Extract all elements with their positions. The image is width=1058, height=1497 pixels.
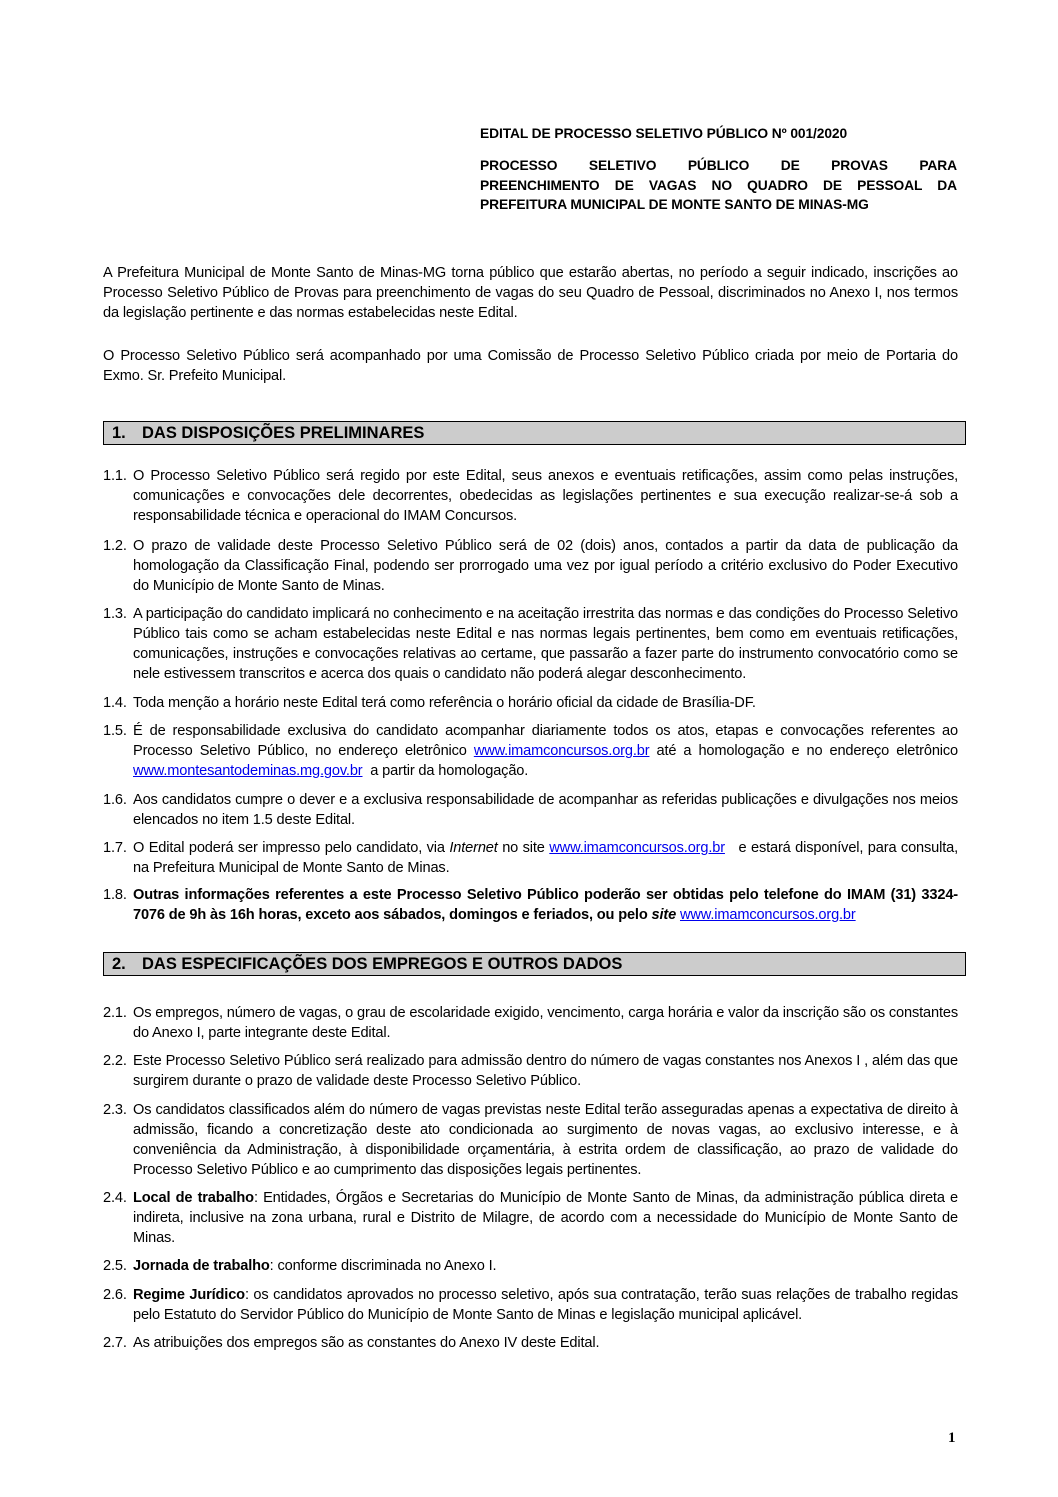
item-text-part: a partir da homologação.	[362, 763, 529, 779]
item-text-part: no site	[497, 840, 550, 856]
intro-paragraph: A Prefeitura Municipal de Monte Santo de Minas-MG torna público que estarão abertas, no período a seguir indicado, inscrições ao Processo Seletivo Público de Provas para preenchimento de vagas do seu Quadro de Pessoal, discriminados no Anexo I, nos termos da legislação pertinente e das normas estabelecidas neste Edital.	[103, 265, 958, 321]
list-item	[103, 721, 958, 781]
item-text: O Processo Seletivo Público será regido por este Edital, seus anexos e eventuais retificações, assim como pelas instruções, comunicações e convocações dele decorrentes, obedecidas as legislações pertinentes e sua execução realizar-se-á sob a responsabilidade técnica e operacional do IMAM Concursos.	[133, 468, 958, 524]
item-text-part: até a homologação e no endereço eletrônico	[649, 743, 958, 759]
item-text: As atribuições dos empregos são as constantes do Anexo IV deste Edital.	[133, 1335, 600, 1351]
item-number: 2.4.	[103, 1190, 127, 1206]
item-text: Este Processo Seletivo Público será realizado para admissão dentro do número de vagas constantes nos Anexos I , além das que surgirem durante o prazo de validade deste Processo Seletivo Público.	[133, 1053, 958, 1089]
item-text-part: O Edital poderá ser impresso pelo candidato, via	[133, 840, 450, 856]
imam-website-link[interactable]: www.imamconcursos.org.br	[679, 907, 856, 923]
item-number: 2.7.	[103, 1335, 127, 1351]
subtitle-line: PROCESSO SELETIVO PÚBLICO DE PROVAS PARA	[480, 158, 957, 173]
item-number: 1.4.	[103, 695, 127, 711]
item-number: 1.5.	[103, 723, 127, 739]
item-text-bold: Outras informações referentes a este Processo Seletivo Público poderão ser obtidas pelo telefone do IMAM (31) 3324-7076 de 9h às 16h horas, exceto aos sábados, domingos e feriados, ou pelo	[133, 887, 958, 923]
item-number: 1.2.	[103, 538, 127, 554]
item-number: 1.7.	[103, 840, 127, 856]
section-heading	[103, 421, 966, 445]
item-text-part: : conforme discriminada no Anexo I.	[269, 1258, 497, 1274]
edital-subtitle	[480, 156, 957, 215]
item-text-bold: Local de trabalho	[133, 1190, 254, 1206]
item-number: 1.8.	[103, 887, 127, 903]
list-item	[103, 466, 958, 526]
subtitle-line: PREENCHIMENTO DE VAGAS NO QUADRO DE PESSOAL DA	[480, 177, 957, 193]
item-number: 1.1.	[103, 468, 127, 484]
list-item	[103, 693, 958, 713]
imam-website-link[interactable]: www.imamconcursos.org.br	[473, 743, 650, 759]
list-item	[103, 1100, 958, 1180]
item-text-bold-italic: site	[651, 907, 677, 923]
list-item	[103, 604, 958, 684]
imam-website-link[interactable]: www.imamconcursos.org.br	[549, 840, 725, 856]
item-text-bold: Jornada de trabalho	[133, 1258, 270, 1274]
item-text-part: : Entidades, Órgãos e Secretarias do Município de Monte Santo de Minas, da administração pública direta e indireta, inclusive na zona urbana, rural e Distrito de Milagre, de acordo com a necessidade do Município de Monte Santo de Minas.	[133, 1190, 958, 1246]
item-number: 2.2.	[103, 1053, 127, 1069]
item-text: Os empregos, número de vagas, o grau de escolaridade exigido, vencimento, carga horária e valor da inscrição são os constantes do Anexo I, parte integrante deste Edital.	[133, 1005, 958, 1041]
item-text	[133, 721, 958, 781]
item-text-part: : os candidatos aprovados no processo seletivo, após sua contratação, terão suas relações de trabalho regidas pelo Estatuto do Servidor Público do Município de Monte Santo de Minas e legislação municipal aplicável.	[133, 1287, 958, 1323]
section-number: 2.	[112, 955, 126, 973]
page-number: 1	[948, 1430, 956, 1446]
list-item	[103, 838, 962, 878]
list-item	[103, 885, 958, 925]
item-text	[133, 1188, 958, 1248]
item-text: Toda menção a horário neste Edital terá como referência o horário oficial da cidade de Brasília-DF.	[133, 695, 756, 711]
list-item	[103, 1003, 958, 1043]
item-text-italic: Internet	[449, 840, 498, 856]
list-item	[103, 790, 958, 830]
item-text-part: É de responsabilidade exclusiva do candidato acompanhar diariamente todos os atos, etapas e convocações referentes ao Processo Seletivo Público, no endereço eletrônico	[133, 723, 958, 759]
list-item	[103, 1285, 958, 1325]
item-text: O prazo de validade deste Processo Seletivo Público será de 02 (dois) anos, contados a partir da data de publicação da homologação da Classificação Final, podendo ser prorrogado uma vez por igual período a critério exclusivo do Poder Executivo do Município de Monte Santo de Minas.	[133, 538, 958, 594]
item-number: 1.6.	[103, 792, 127, 808]
list-item	[103, 1256, 958, 1276]
item-text-bold: Regime Jurídico	[133, 1287, 245, 1303]
intro-paragraph: O Processo Seletivo Público será acompanhado por uma Comissão de Processo Seletivo Público criada por meio de Portaria do Exmo. Sr. Prefeito Municipal.	[103, 348, 958, 384]
section-title: DAS ESPECIFICAÇÕES DOS EMPREGOS E OUTROS DADOS	[142, 955, 623, 973]
item-text	[133, 885, 958, 925]
item-text	[133, 838, 962, 878]
section-heading	[103, 952, 966, 976]
section-number: 1.	[112, 424, 126, 442]
item-number: 2.3.	[103, 1102, 127, 1118]
item-number: 2.1.	[103, 1005, 127, 1021]
item-text	[133, 1256, 958, 1276]
list-item	[103, 1188, 958, 1248]
item-number: 2.6.	[103, 1287, 127, 1303]
item-text	[133, 1285, 958, 1325]
item-text: A participação do candidato implicará no conhecimento e na aceitação irrestrita das normas e das condições do Processo Seletivo Público tais como se acham estabelecidas neste Edital e nas normas legais pertinentes, bem como em eventuais retificações, comunicações, instruções e convocações relativas ao certame, que passarão a fazer parte do instrumento convocatório como se nele estivessem transcritos e acerca dos quais o candidato não poderá alegar desconhecimento.	[133, 606, 958, 682]
municipality-website-link[interactable]: www.montesantodeminas.mg.gov.br	[133, 763, 363, 779]
item-number: 1.3.	[103, 606, 127, 622]
subtitle-line: PREFEITURA MUNICIPAL DE MONTE SANTO DE MINAS-MG	[480, 197, 869, 212]
item-text: Aos candidatos cumpre o dever e a exclusiva responsabilidade de acompanhar as referidas publicações e divulgações nos meios elencados no item 1.5 deste Edital.	[133, 792, 958, 828]
section-title: DAS DISPOSIÇÕES PRELIMINARES	[142, 424, 425, 442]
item-text: Os candidatos classificados além do número de vagas previstas neste Edital terão asseguradas apenas a expectativa de direito à admissão, ficando a concretização deste ato condicionada ao surgimento de novas vagas, ao exclusivo interesse, e à conveniência da Administração, à disponibilidade orçamentária, à estrita ordem de classificação, ao prazo de validade do Processo Seletivo Público e ao cumprimento das disposições legais pertinentes.	[133, 1102, 958, 1178]
item-number: 2.5.	[103, 1258, 127, 1274]
list-item	[103, 1333, 958, 1353]
list-item	[103, 536, 958, 596]
item-text-part: e estará disponível, para consulta, na Prefeitura Municipal de Monte Santo de Minas.	[133, 840, 962, 876]
edital-title: EDITAL DE PROCESSO SELETIVO PÚBLICO Nº 001/2020	[480, 126, 848, 141]
list-item	[103, 1051, 958, 1091]
document-header	[480, 124, 957, 215]
